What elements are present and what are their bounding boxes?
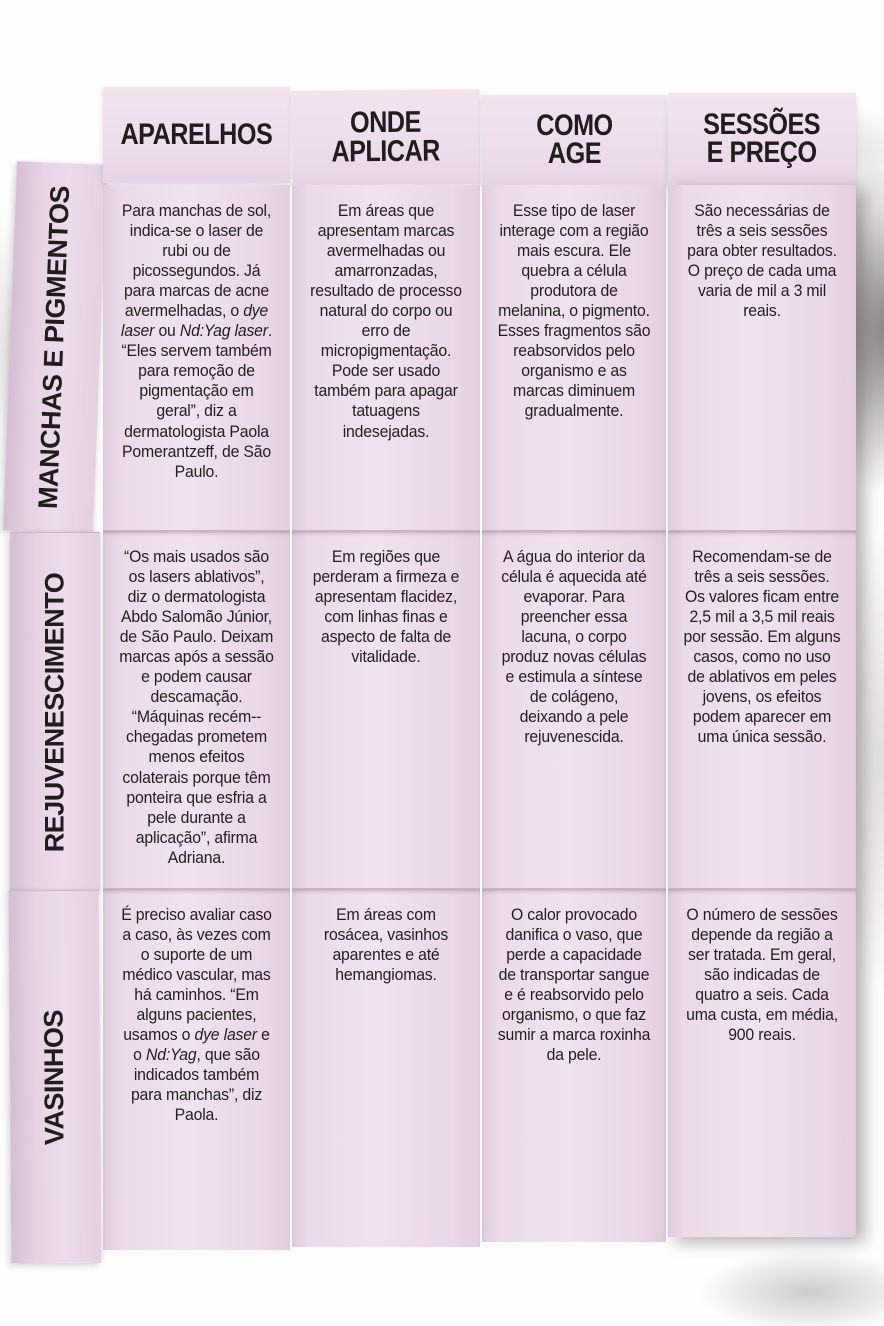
cell-text: A água do interior da célula é aquecida até evaporar. Para preencher essa lacuna, o corpo produz novas células e estimula a síntese de colágeno, deixando a pele rejuvenescida. bbox=[501, 547, 647, 747]
cell-text: O calor provocado danifica o vaso, que perde a capacidade de transportar sangue e é reabsorvido pelo organismo, o que faz sumir a marca roxinha da pele. bbox=[497, 905, 651, 1065]
row-header-label: REJUVENESCIMENTO bbox=[39, 572, 70, 852]
cell-manchas-aparelhos bbox=[103, 185, 290, 530]
cell-text: Em áreas com rosácea, vasinhos aparentes e até hemangiomas. bbox=[323, 905, 449, 985]
cell-text: Para manchas de sol, indica-se o laser de rubi ou de picossegundos. Já para marcas de acne avermelhadas, o dye laser ou Nd:Yag laser. “Eles servem também para remoção de pigmentação em geral”, diz a dermatologista Paola Pomerantzeff, de São Paulo. bbox=[120, 201, 273, 481]
row-header-rejuvenescimento bbox=[10, 532, 100, 891]
column-body bbox=[103, 185, 290, 1250]
cell-text: “Os mais usados são os lasers ablativos”, diz o dermatologista Abdo Salomão Júnior, de São Paulo. Deixam marcas após a sessão e podem causar descamação. “Máquinas recém--chegadas prometem menos efeitos colaterais porque têm ponteira que esfria a pele durante a aplicação”, afirma Adriana. bbox=[119, 547, 274, 867]
column-header-label: APARELHOS bbox=[120, 117, 273, 151]
column-body bbox=[668, 185, 856, 1237]
cell-vasinhos-aparelhos bbox=[103, 888, 290, 1250]
cell-vasinhos-como-age bbox=[482, 888, 666, 1242]
column-header-label: ONDE APLICAR bbox=[331, 105, 441, 168]
column-header-label: COMO AGE bbox=[535, 108, 613, 170]
column-header-label: SESSÕES E PREÇO bbox=[703, 107, 821, 169]
column-aparelhos bbox=[103, 85, 290, 1250]
cell-rejuvenescimento-aparelhos bbox=[103, 530, 290, 888]
column-header-tab-sessoes-e-preco bbox=[668, 93, 856, 185]
cell-rejuvenescimento-onde-aplicar bbox=[292, 530, 480, 888]
cell-manchas-como-age bbox=[482, 185, 666, 530]
cell-text: Esse tipo de laser interage com a região mais escura. Ele quebra a célula produtora de melanina, o pigmento. Esses fragmentos são reabsorvidos pelo organismo e as marcas diminuem gradualmente. bbox=[497, 201, 651, 421]
cell-text: Em áreas que apresentam marcas avermelhadas ou amarronzadas, resultado de processo natural do corpo ou erro de micropigmentação. Pode ser usado também para apagar tatuagens indesejadas. bbox=[310, 201, 462, 441]
column-body bbox=[292, 185, 480, 1247]
row-header-label: VASINHOS bbox=[39, 1009, 70, 1145]
cell-vasinhos-onde-aplicar bbox=[292, 888, 480, 1247]
row-header-manchas-e-pigmentos bbox=[3, 161, 107, 533]
row-header-vasinhos bbox=[9, 890, 102, 1264]
cell-vasinhos-sessoes-e-preco bbox=[668, 888, 856, 1237]
column-header-tab-aparelhos bbox=[103, 87, 290, 183]
column-sessoes-e-preco bbox=[668, 85, 856, 1237]
cell-text: O número de sessões depende da região a ser tratada. Em geral, são indicadas de quatro a seis. Cada uma custa, em média, 900 reais. bbox=[686, 905, 838, 1045]
column-onde-aplicar bbox=[292, 85, 480, 1247]
cell-manchas-onde-aplicar bbox=[292, 185, 480, 530]
cell-text: Em regiões que perderam a firmeza e apresentam flacidez, com linhas finas e aspecto de falta de vitalidade. bbox=[312, 547, 460, 667]
cell-text: Recomendam-se de três a seis sessões. Os valores ficam entre 2,5 mil a 3,5 mil reais por sessão. Em alguns casos, como no uso de ablativos em peles jovens, os efeitos podem aparecer em uma única sessão. bbox=[683, 547, 841, 747]
column-header-tab-onde-aplicar bbox=[292, 89, 481, 186]
cell-rejuvenescimento-como-age bbox=[482, 530, 666, 888]
column-body bbox=[482, 185, 666, 1242]
column-como-age bbox=[482, 85, 666, 1242]
cell-manchas-sessoes-e-preco bbox=[668, 185, 856, 530]
row-header-label: MANCHAS E PIGMENTOS bbox=[33, 185, 76, 510]
column-header-tab-como-age bbox=[482, 95, 666, 185]
cell-text: São necessárias de três a seis sessões para obter resultados. O preço de cada uma varia de mil a 3 mil reais. bbox=[687, 201, 837, 321]
cell-rejuvenescimento-sessoes-e-preco bbox=[668, 530, 856, 888]
cell-text: É preciso avaliar caso a caso, às vezes com o suporte de um médico vascular, mas há caminhos. “Em alguns pacientes, usamos o dye laser e o Nd:Yag, que são indicados também para manchas”, diz Paola. bbox=[121, 905, 272, 1125]
